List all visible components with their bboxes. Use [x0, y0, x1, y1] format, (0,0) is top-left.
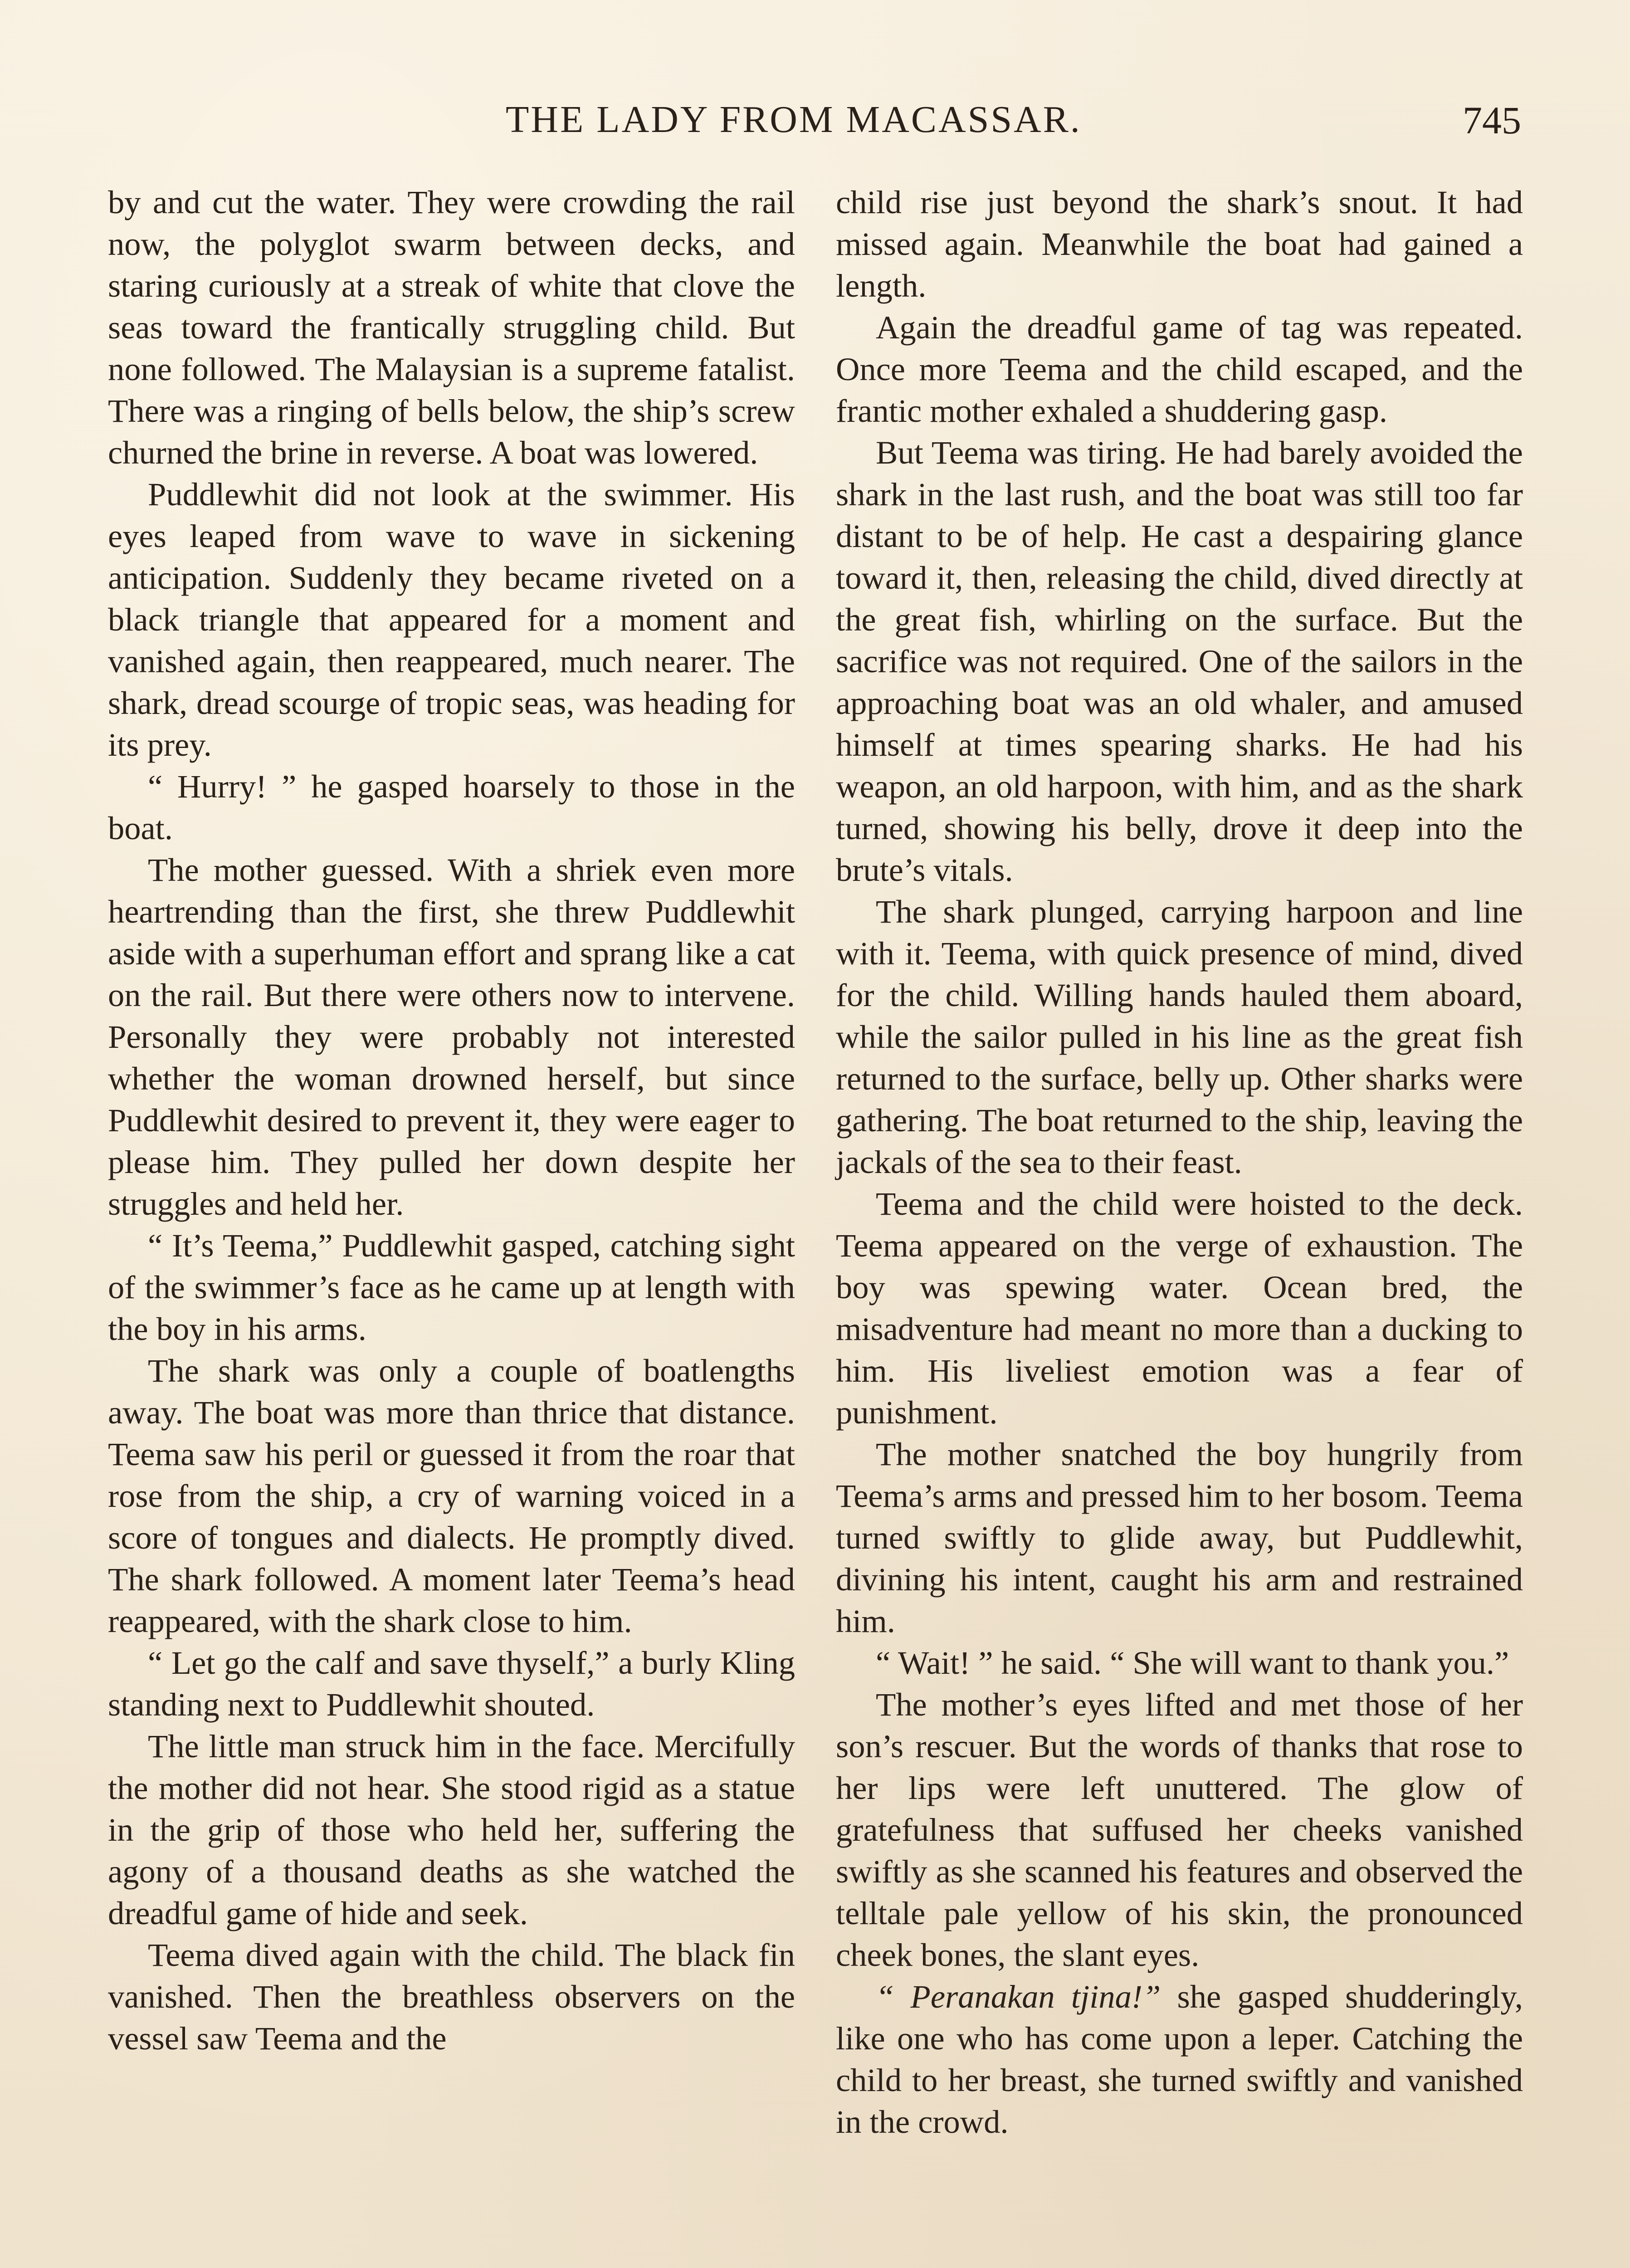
paragraph: “ Let go the calf and save thyself,” a burly Kling standing next to Puddlewhit shouted. [108, 1644, 795, 1723]
paragraph: by and cut the water. They were crowding the rail now, the polyglot swarm between decks, and staring curiously at a streak of white that clove the seas toward the frantically struggling child. But none followed. The Malaysian is a supreme fatalist. There was a ringing of bells below, the ship’s screw churned the brine in reverse. A boat was lowered. [108, 184, 795, 471]
paragraph: The shark plunged, carrying harpoon and line with it. Teema, with quick presence of mind, dived for the child. Willing hands hauled them aboard, while the sailor pulled in his line as the great fish returned to the surface, belly up. Other sharks were gathering. The boat returned to the ship, leaving the jackals of the sea to their feast. [836, 893, 1523, 1180]
italic-phrase: “ Peranakan tjina!” [876, 1978, 1161, 2015]
paragraph: Teema and the child were hoisted to the deck. Teema appeared on the verge of exhaustion. The boy was spewing water. Ocean bred, the misadventure had meant no more than a ducking to him. His liveliest emotion was a fear of punishment. [836, 1185, 1523, 1431]
paragraph: But Teema was tiring. He had barely avoided the shark in the last rush, and the boat was still too far distant to be of help. He cast a despairing glance toward it, then, releasing the child, dived directly at the great fish, whirling on the surface. But the sacrifice was not required. One of the sailors in the approaching boat was an old whaler, and amused himself at times spearing sharks. He had his weapon, an old harpoon, with him, and as the shark turned, showing his belly, drove it deep into the brute’s vitals. [836, 434, 1523, 888]
paragraph: The mother snatched the boy hungrily from Teema’s arms and pressed him to her bosom. Teema turned swiftly to glide away, but Puddlewhit, divining his intent, caught his arm and restrained him. [836, 1436, 1523, 1639]
right-column [836, 181, 1523, 2143]
paragraph: The mother’s eyes lifted and met those of her son’s rescuer. But the words of thanks that rose to her lips were left unuttered. The glow of gratefulness that suffused her cheeks vanished swiftly as she scanned his features and observed the telltale pale yellow of his skin, the pronounced cheek bones, the slant eyes. [836, 1686, 1523, 1973]
paragraph: Puddlewhit did not look at the swimmer. His eyes leaped from wave to wave in sickening anticipation. Suddenly they became riveted on a black triangle that appeared for a moment and vanished again, then reappeared, much nearer. The shark, dread scourge of tropic seas, was heading for its prey. [108, 476, 795, 763]
left-column [108, 181, 795, 2059]
paragraph: The mother guessed. With a shriek even more heartrending than the first, she threw Puddlewhit aside with a superhuman effort and sprang like a cat on the rail. But there were others now to intervene. Personally they were probably not interested whether the woman drowned herself, but since Puddlewhit desired to prevent it, they were eager to please him. They pulled her down despite her struggles and held her. [108, 851, 795, 1222]
running-title: THE LADY FROM MACASSAR. [506, 98, 1082, 141]
paragraph: Teema dived again with the child. The black fin vanished. Then the breathless observers on the vessel saw Teema and the [108, 1936, 795, 2057]
paragraph: “ It’s Teema,” Puddlewhit gasped, catching sight of the swimmer’s face as he came up at length with the boy in his arms. [108, 1227, 795, 1347]
paragraph: The shark was only a couple of boatlengths away. The boat was more than thrice that distance. Teema saw his peril or guessed it from the roar that rose from the ship, a cry of warning voiced in a score of tongues and dialects. He promptly dived. The shark followed. A moment later Teema’s head reappeared, with the shark close to him. [108, 1352, 795, 1639]
paragraph: “ Wait! ” he said. “ She will want to thank you.” [876, 1644, 1509, 1681]
paragraph: The little man struck him in the face. Mercifully the mother did not hear. She stood rigid as a statue in the grip of those who held her, suffering the agony of a thousand deaths as she watched the dreadful game of hide and seek. [108, 1728, 795, 1931]
page-number: 745 [1463, 98, 1521, 142]
final-paragraph [836, 1976, 1523, 2143]
paragraph: Again the dreadful game of tag was repeated. Once more Teema and the child escaped, and the frantic mother exhaled a shuddering gasp. [836, 309, 1523, 429]
paragraph: “ Hurry! ” he gasped hoarsely to those in the boat. [108, 768, 795, 846]
final-paragraph-text: she gasped shudderingly, like one who has come upon a leper. Catching the child to her breast, she turned swiftly and vanished in the crowd. [836, 1978, 1523, 2140]
paragraph: child rise just beyond the shark’s snout. It had missed again. Meanwhile the boat had gained a length. [836, 184, 1523, 304]
